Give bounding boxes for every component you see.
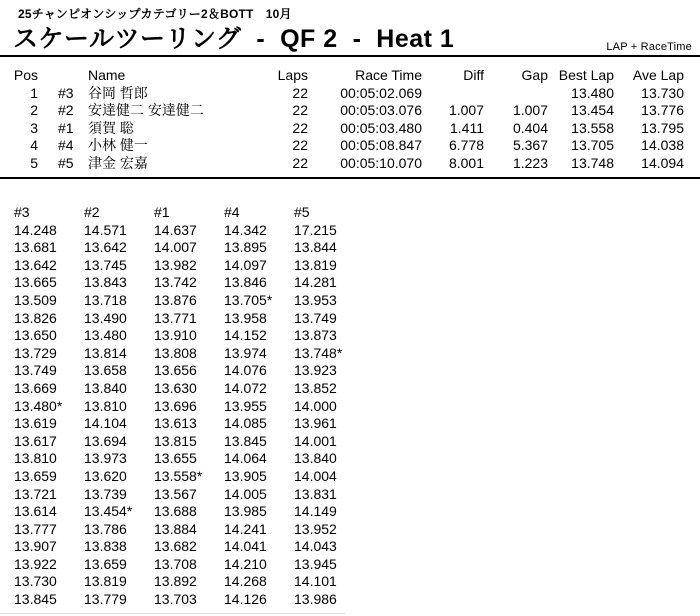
- cell: 13.749: [14, 362, 57, 379]
- cell: 13.742: [154, 274, 197, 291]
- cell: 14.097: [224, 256, 267, 273]
- table-row: [0, 120, 684, 138]
- column-header: #2: [84, 204, 100, 220]
- cell: 14.149: [294, 503, 337, 520]
- column-header: #4: [224, 204, 240, 220]
- cell: 13.845: [224, 432, 267, 449]
- cell: 1.007: [512, 102, 548, 118]
- cell: 13.846: [224, 274, 267, 291]
- cell: 13.815: [154, 432, 197, 449]
- cell: 13.748*: [294, 344, 343, 361]
- cell: 13.656: [154, 362, 197, 379]
- cell: 13.876: [154, 291, 197, 308]
- cell: 5.367: [512, 137, 548, 153]
- cell: 00:05:10.070: [340, 154, 422, 171]
- table-row: [14, 573, 364, 591]
- cell: 13.985: [224, 503, 267, 520]
- column-header: Pos: [13, 67, 38, 83]
- cell: 13.910: [154, 327, 197, 344]
- cell: 13.844: [294, 239, 337, 256]
- results-divider: [0, 177, 700, 179]
- cell: #4: [58, 137, 74, 153]
- cell: 13.845: [14, 591, 57, 608]
- column-header: Gap: [521, 67, 548, 83]
- table-row: [14, 239, 364, 257]
- cell: 13.810: [14, 450, 57, 467]
- cell: 須賀 聡: [88, 119, 134, 136]
- cell: 13.721: [14, 485, 57, 502]
- table-row: [14, 450, 364, 468]
- cell: 1.411: [450, 119, 484, 136]
- cell: 13.945: [294, 555, 337, 572]
- cell: 14.281: [294, 274, 337, 291]
- cell: 13.454: [571, 102, 614, 118]
- cell: 17.215: [294, 221, 337, 238]
- cell: #3: [58, 84, 74, 101]
- cell: 14.043: [294, 538, 337, 555]
- cell: 1.007: [448, 102, 484, 118]
- cell: #2: [58, 102, 74, 118]
- timing-mode-label: LAP + RaceTime: [606, 41, 692, 53]
- lap-times-table: [14, 204, 364, 609]
- header-divider: [0, 55, 700, 57]
- cell: 14.268: [224, 573, 267, 590]
- cell: 13.613: [154, 415, 197, 432]
- cell: 13.819: [84, 573, 127, 590]
- results-body: [0, 85, 684, 173]
- cell: 13.819: [294, 256, 337, 273]
- cell: 安達健二 安達健二: [88, 102, 204, 118]
- cell: 14.007: [154, 239, 197, 256]
- results-table: [0, 67, 684, 172]
- table-row: [14, 327, 364, 345]
- cell: 13.619: [14, 415, 57, 432]
- table-row: [14, 380, 364, 398]
- cell: 13.895: [224, 239, 267, 256]
- laps-body: [14, 222, 364, 609]
- cell: 2: [30, 102, 38, 118]
- cell: 14.342: [224, 221, 267, 238]
- column-header: Diff: [463, 67, 484, 83]
- cell: 13.843: [84, 274, 127, 291]
- table-row: [14, 292, 364, 310]
- cell: 13.694: [84, 432, 127, 449]
- table-row: [0, 155, 684, 173]
- cell: 13.658: [84, 362, 127, 379]
- cell: 13.884: [154, 520, 197, 537]
- cell: 13.953: [294, 291, 337, 308]
- column-header: Ave Lap: [632, 67, 684, 83]
- table-row: [14, 345, 364, 363]
- cell: 14.000: [294, 397, 337, 414]
- cell: 13.480: [571, 84, 614, 101]
- cell: 13.558*: [154, 467, 203, 484]
- cell: 3: [30, 119, 38, 136]
- column-header: #5: [294, 204, 310, 220]
- table-row: [14, 222, 364, 240]
- cell: 13.567: [154, 485, 197, 502]
- cell: 14.041: [224, 538, 267, 555]
- cell: 13.480*: [14, 397, 63, 414]
- cell: 13.681: [14, 239, 57, 256]
- cell: 13.838: [84, 538, 127, 555]
- cell: 00:05:08.847: [340, 137, 422, 153]
- cell: 13.642: [14, 256, 57, 273]
- cell: 13.986: [294, 591, 337, 608]
- cell: 13.955: [224, 397, 267, 414]
- cell: 13.682: [154, 538, 197, 555]
- cell: 0.404: [512, 119, 548, 136]
- cell: 1: [30, 84, 38, 101]
- bottom-divider: [0, 613, 345, 614]
- cell: 13.961: [294, 415, 337, 432]
- results-header-row: [0, 67, 684, 85]
- table-row: [14, 415, 364, 433]
- cell: 14.101: [294, 573, 337, 590]
- cell: 8.001: [448, 154, 484, 171]
- cell: 13.952: [294, 520, 337, 537]
- cell: 13.786: [84, 520, 127, 537]
- cell: 13.958: [224, 309, 267, 326]
- table-row: [14, 468, 364, 486]
- cell: 13.708: [154, 555, 197, 572]
- cell: 13.749: [294, 309, 337, 326]
- cell: 14.076: [224, 362, 267, 379]
- cell: 13.814: [84, 344, 127, 361]
- cell: 13.808: [154, 344, 197, 361]
- table-row: [0, 137, 684, 155]
- cell: 13.730: [641, 84, 684, 101]
- cell: 14.571: [84, 221, 127, 238]
- column-header: Race Time: [355, 67, 422, 83]
- cell: 13.810: [84, 397, 127, 414]
- cell: 13.923: [294, 362, 337, 379]
- table-row: [14, 486, 364, 504]
- cell: 13.840: [294, 450, 337, 467]
- cell: 小林 健一: [88, 137, 148, 153]
- cell: 13.688: [154, 503, 197, 520]
- event-subtitle: 25チャンピオンシップカテゴリー2＆BOTT 10月: [18, 7, 292, 21]
- cell: 13.665: [14, 274, 57, 291]
- cell: 13.729: [14, 344, 57, 361]
- cell: 13.771: [154, 309, 197, 326]
- cell: 13.620: [84, 467, 127, 484]
- cell: 13.617: [14, 432, 57, 449]
- cell: 13.490: [84, 309, 127, 326]
- cell: 13.973: [84, 450, 127, 467]
- cell: 13.905: [224, 467, 267, 484]
- table-row: [14, 556, 364, 574]
- cell: 13.705: [571, 137, 614, 153]
- cell: 13.558: [571, 119, 614, 136]
- table-row: [14, 310, 364, 328]
- cell: 13.480: [84, 327, 127, 344]
- cell: 13.840: [84, 379, 127, 396]
- cell: 22: [292, 119, 308, 136]
- cell: 14.094: [641, 154, 684, 171]
- cell: 13.739: [84, 485, 127, 502]
- table-row: [14, 433, 364, 451]
- cell: 13.718: [84, 291, 127, 308]
- column-header: #3: [14, 204, 30, 220]
- cell: 14.248: [14, 221, 57, 238]
- cell: 13.705*: [224, 291, 273, 308]
- cell: 13.655: [154, 450, 197, 467]
- cell: [484, 85, 548, 103]
- cell: 14.004: [294, 467, 337, 484]
- table-row: [0, 85, 684, 103]
- cell: 22: [292, 84, 308, 101]
- cell: 13.748: [571, 154, 614, 171]
- cell: 4: [30, 137, 38, 153]
- cell: 14.104: [84, 415, 127, 432]
- cell: 22: [292, 154, 308, 171]
- cell: 13.922: [14, 555, 57, 572]
- cell: #1: [58, 119, 74, 136]
- table-row: [14, 521, 364, 539]
- table-row: [14, 398, 364, 416]
- column-header: Name: [88, 67, 126, 83]
- cell: [422, 85, 484, 103]
- cell: 13.696: [154, 397, 197, 414]
- cell: 13.779: [84, 591, 127, 608]
- cell: 13.730: [14, 573, 57, 590]
- cell: 14.064: [224, 450, 267, 467]
- table-row: [14, 538, 364, 556]
- laps-header-row: [14, 204, 364, 222]
- cell: 13.659: [14, 467, 57, 484]
- cell: 22: [292, 102, 308, 118]
- cell: 13.831: [294, 485, 337, 502]
- cell: 13.509: [14, 291, 57, 308]
- cell: 13.614: [14, 503, 57, 520]
- cell: 13.974: [224, 344, 267, 361]
- cell: 13.826: [14, 309, 57, 326]
- cell: 13.795: [641, 119, 684, 136]
- cell: 13.892: [154, 573, 197, 590]
- cell: 13.776: [641, 102, 684, 118]
- table-row: [14, 503, 364, 521]
- cell: #5: [58, 154, 74, 171]
- cell: 14.001: [294, 432, 337, 449]
- cell: 6.778: [448, 137, 484, 153]
- cell: 00:05:02.069: [340, 84, 422, 101]
- table-row: [14, 274, 364, 292]
- cell: 1.223: [512, 154, 548, 171]
- page-title: スケールツーリング - QF 2 - Heat 1: [13, 25, 455, 53]
- cell: 13.642: [84, 239, 127, 256]
- cell: 14.241: [224, 520, 267, 537]
- cell: 13.650: [14, 327, 57, 344]
- cell: 13.777: [14, 520, 57, 537]
- cell: 13.852: [294, 379, 337, 396]
- table-row: [14, 257, 364, 275]
- cell: 津金 宏嘉: [88, 154, 148, 171]
- cell: 14.072: [224, 379, 267, 396]
- cell: 00:05:03.076: [340, 102, 422, 118]
- column-header: #1: [154, 204, 170, 220]
- cell: 00:05:03.480: [340, 119, 422, 136]
- table-row: [14, 591, 364, 609]
- cell: 14.005: [224, 485, 267, 502]
- cell: 13.703: [154, 591, 197, 608]
- cell: 谷岡 哲郎: [88, 84, 148, 101]
- column-header: Laps: [277, 67, 308, 83]
- cell: 14.152: [224, 327, 267, 344]
- cell: 13.907: [14, 538, 57, 555]
- cell: 13.659: [84, 555, 127, 572]
- column-header: [38, 67, 80, 85]
- cell: 13.745: [84, 256, 127, 273]
- cell: 14.038: [641, 137, 684, 153]
- column-header: Best Lap: [558, 67, 614, 83]
- cell: 13.454*: [84, 503, 133, 520]
- cell: 13.630: [154, 379, 197, 396]
- table-row: [0, 102, 684, 120]
- cell: 14.085: [224, 415, 267, 432]
- cell: 13.873: [294, 327, 337, 344]
- cell: 5: [30, 154, 38, 171]
- cell: 22: [292, 137, 308, 153]
- cell: 14.637: [154, 221, 197, 238]
- table-row: [14, 362, 364, 380]
- cell: 13.982: [154, 256, 197, 273]
- cell: 14.126: [224, 591, 267, 608]
- cell: 14.210: [224, 555, 267, 572]
- cell: 13.669: [14, 379, 57, 396]
